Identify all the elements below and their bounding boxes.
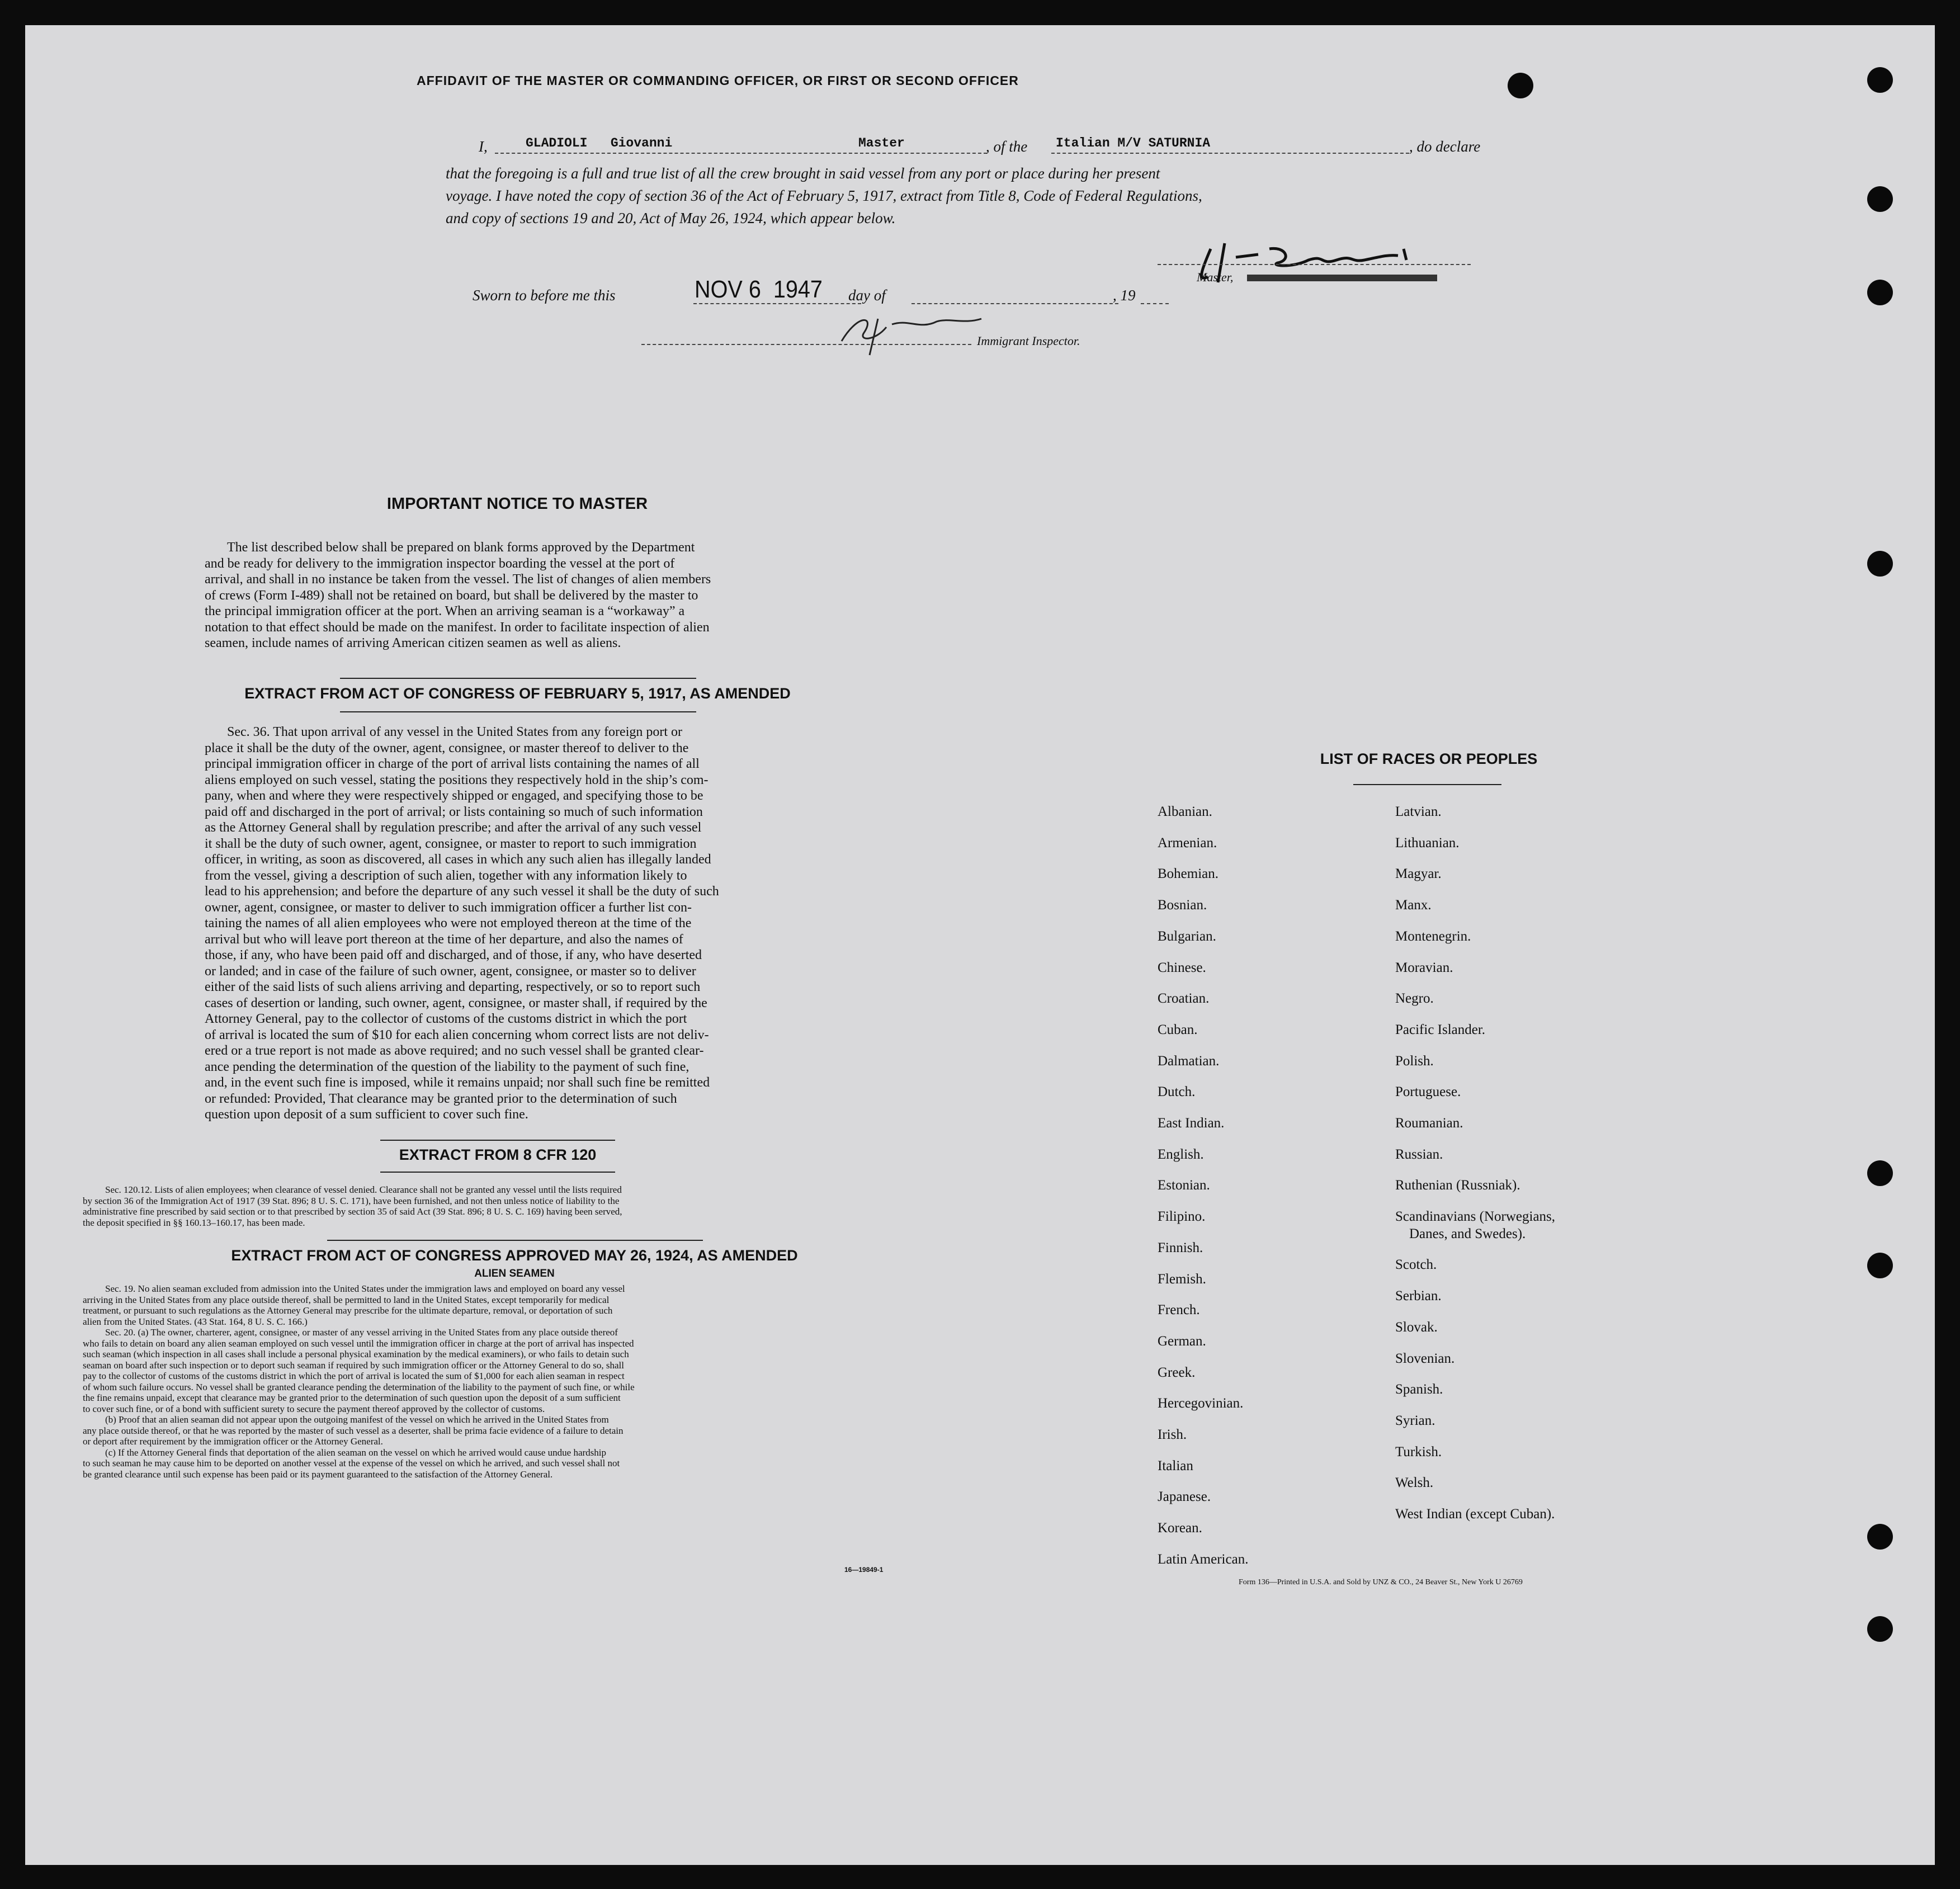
master-signature-line <box>1158 264 1471 265</box>
form-code: 16—19849-1 <box>844 1566 884 1574</box>
text-line: arrival but who will leave port thereon at the time of her departure, and also the names of <box>205 932 683 947</box>
extract-1924-body <box>83 1283 922 1480</box>
text-line: or refunded: Provided, That clearance may be granted prior to the determination of such <box>205 1091 677 1106</box>
master-name-field: GLADIOLI Giovanni <box>526 136 673 150</box>
race-item: German. <box>1158 1333 1206 1349</box>
text-line: owner, agent, consignee, or master to deliver to such immigration officer a further list con- <box>205 900 692 915</box>
race-item: Scandinavians (Norwegians, <box>1395 1209 1556 1225</box>
struck-through-text <box>1247 275 1437 281</box>
binder-hole <box>1867 1160 1893 1186</box>
text-line: administrative fine prescribed by said section or to that prescribed by section 35 of said Act (39 Stat. 896; 8 U. S. C. 169) having been served, <box>83 1206 622 1217</box>
race-item: Estonian. <box>1158 1178 1210 1193</box>
text-line: alien from the United States. (43 Stat. 164, 8 U. S. C. 166.) <box>83 1316 308 1327</box>
text-line: The list described below shall be prepared on blank forms approved by the Department <box>227 540 695 555</box>
affidavit-line-4: and copy of sections 19 and 20, Act of May 26, 1924, which appear below. <box>446 210 896 226</box>
date-stamp: NOV 6 1947 <box>695 276 823 303</box>
divider <box>380 1172 615 1173</box>
rank-field: Master <box>858 136 905 150</box>
text-line: treatment, or pursuant to such regulations as the Attorney General may prescribe for the ultimate departure, removal, or deportation of such <box>83 1305 613 1316</box>
text-line: aliens employed on such vessel, stating the positions they respectively hold in the ship’s com- <box>205 772 709 787</box>
text-line: seamen, include names of arriving American citizen seamen as well as aliens. <box>205 636 621 650</box>
race-item: Flemish. <box>1158 1271 1206 1287</box>
text-line: lead to his apprehension; and before the departure of any such vessel it shall be the duty of such <box>205 884 719 899</box>
text-line: principal immigration officer in charge of the port of arrival lists containing the names of all <box>205 757 700 771</box>
divider <box>340 678 696 679</box>
extract-cfr-body <box>83 1184 922 1228</box>
affidavit-line-2: that the foregoing is a full and true list of all the crew brought in said vessel from any port or place during her present <box>446 165 1160 182</box>
text-line: the principal immigration officer at the port. When an arriving seaman is a “workaway” a <box>205 604 685 618</box>
binder-hole <box>1867 67 1893 93</box>
text-line: arrival, and shall in no instance be taken from the vessel. The list of changes of alien members <box>205 572 711 587</box>
binder-hole <box>1867 1524 1893 1550</box>
race-item: Slovak. <box>1395 1319 1438 1335</box>
race-item: Manx. <box>1395 898 1432 913</box>
text-line: Sec. 20. (a) The owner, charterer, agent, consignee, or master of any vessel arriving in the United States from any place outside thereof <box>105 1327 618 1338</box>
extract-1924-title: EXTRACT FROM ACT OF CONGRESS APPROVED MAY 26, 1924, AS AMENDED <box>231 1247 798 1264</box>
text-line: those, if any, who have been paid off and discharged, and of those, if any, who have deserted <box>205 948 702 962</box>
notice-title: IMPORTANT NOTICE TO MASTER <box>386 495 648 513</box>
binder-hole <box>1867 1253 1893 1278</box>
do-declare-label: , do declare <box>1409 138 1481 155</box>
binder-hole <box>1867 186 1893 212</box>
race-item: Bulgarian. <box>1158 928 1216 944</box>
text-line: ered or a true report is not made as above required; and no such vessel shall be granted clear- <box>205 1043 704 1058</box>
race-item: French. <box>1158 1302 1200 1318</box>
text-line: officer, in writing, as soon as discovered, all cases in which any such alien has illegally landed <box>205 852 711 867</box>
text-line: (c) If the Attorney General finds that deportation of the alien seaman on the vessel on which he arrived would cause undue hardship <box>105 1447 606 1458</box>
race-item: Cuban. <box>1158 1022 1198 1037</box>
text-line: taining the names of all alien employees who were not employed thereon at the time of the <box>205 916 692 931</box>
race-item: Greek. <box>1158 1364 1196 1380</box>
races-title: LIST OF RACES OR PEOPLES <box>1320 750 1538 767</box>
year-line <box>1141 303 1169 304</box>
race-item: Ruthenian (Russniak). <box>1395 1178 1520 1193</box>
text-line: such seaman (which inspection in all cases shall include a personal physical examination by the medical examiners), or who fails to detain such <box>83 1349 629 1359</box>
sworn-label: Sworn to before me this <box>473 287 616 304</box>
race-item: Roumanian. <box>1395 1116 1463 1131</box>
text-line: of whom such failure occurs. No vessel shall be granted clearance pending the determination of the liability to the payment of such fine, or while <box>83 1381 635 1392</box>
race-item: Lithuanian. <box>1395 835 1460 851</box>
text-line: from the vessel, giving a description of such alien, together with any information likely to <box>205 868 687 883</box>
race-item: Syrian. <box>1395 1413 1435 1428</box>
vessel-line <box>1051 153 1409 154</box>
master-caption: Master, <box>1197 270 1234 284</box>
text-line: or landed; and in case of the failure of such owner, agent, consignee, or master so to deliver <box>205 964 696 979</box>
text-line: ance pending the determination of the question of the liability to the payment of such fine, <box>205 1059 689 1074</box>
race-item: Danes, and Swedes). <box>1409 1226 1526 1241</box>
race-item: Pacific Islander. <box>1395 1022 1486 1037</box>
text-line: question upon deposit of a sum sufficient to cover such fine. <box>205 1107 528 1122</box>
race-item: Croatian. <box>1158 991 1210 1007</box>
race-item: Filipino. <box>1158 1209 1206 1225</box>
race-item: Polish. <box>1395 1053 1434 1069</box>
text-line: cases of desertion or landing, such owner, agent, consignee, or master shall, if required by the <box>205 995 707 1010</box>
race-item: Bosnian. <box>1158 898 1207 913</box>
text-line: place it shall be the duty of the owner, agent, consignee, or master thereof to deliver to the <box>205 740 689 755</box>
race-item: Finnish. <box>1158 1240 1203 1255</box>
binder-hole <box>1867 280 1893 305</box>
text-line: Sec. 19. No alien seaman excluded from admission into the United States under the immigration laws and employed on board any vessel <box>105 1283 625 1294</box>
race-item: Negro. <box>1395 991 1434 1007</box>
race-item: Welsh. <box>1395 1475 1434 1491</box>
text-line: as the Attorney General shall by regulation prescribe; and after the arrival of any such vessel <box>205 820 702 835</box>
notice-body <box>205 540 837 651</box>
text-line: the deposit specified in §§ 160.13–160.17, has been made. <box>83 1217 305 1228</box>
race-item: Magyar. <box>1395 866 1442 882</box>
text-line: and, in the event such fine is imposed, while it remains unpaid; nor shall such fine be remitted <box>205 1075 710 1090</box>
race-item: Latvian. <box>1395 804 1442 819</box>
race-item: Spanish. <box>1395 1382 1443 1397</box>
extract-cfr-title: EXTRACT FROM 8 CFR 120 <box>399 1146 597 1163</box>
race-item: Moravian. <box>1395 960 1453 975</box>
divider <box>380 1140 615 1141</box>
inspector-signature <box>825 302 993 363</box>
name-line <box>495 153 987 154</box>
text-line: Sec. 120.12. Lists of alien employees; when clearance of vessel denied. Clearance shall not be granted any vessel until the lists required <box>105 1184 622 1195</box>
text-line: to such seaman he may cause him to be deported on another vessel at the expense of the vessel on which he arrived, and such vessel shall not <box>83 1458 620 1468</box>
divider <box>1353 784 1501 785</box>
race-item: West Indian (except Cuban). <box>1395 1507 1555 1522</box>
text-line: to cover such fine, or of a bond with sufficient surety to secure the payment thereof approved by the collector of customs. <box>83 1403 545 1414</box>
extract-1917-title: EXTRACT FROM ACT OF CONGRESS OF FEBRUARY 5, 1917, AS AMENDED <box>244 685 791 702</box>
race-item: Bohemian. <box>1158 866 1219 882</box>
text-line: pay to the collector of customs of the customs district in which the port of arrival is located the sum of $1,000 for each alien seaman in respect <box>83 1371 625 1381</box>
binder-hole <box>1867 1616 1893 1642</box>
text-line: arriving in the United States from any place outside thereof, shall be permitted to land in the United States, except temporarily for medical <box>83 1294 610 1305</box>
text-line: it shall be the duty of such owner, agent, consignee, or master to report to such immigration <box>205 836 697 851</box>
race-item: Japanese. <box>1158 1489 1211 1505</box>
text-line: seaman on board after such inspection or to deport such seaman if required by such immigration officer or the Attorney General to do so, shall <box>83 1359 624 1371</box>
text-line: either of the said lists of such aliens arriving and departing, respectively, or so to report such <box>205 980 701 994</box>
race-item: East Indian. <box>1158 1116 1225 1131</box>
race-item: Montenegrin. <box>1395 928 1471 944</box>
text-line: who fails to detain on board any alien seaman employed on such vessel until the immigration officer in charge at the port of arrival has inspected <box>83 1338 634 1349</box>
extract-1917-body <box>205 724 837 1123</box>
inspector-caption: Immigrant Inspector. <box>977 334 1080 348</box>
alien-seamen-subtitle: ALIEN SEAMEN <box>474 1268 555 1279</box>
race-item: Hercegovinian. <box>1158 1396 1244 1411</box>
text-line: pany, when and where they were respectively shipped or engaged, and specifying those to be <box>205 788 703 803</box>
inspector-line <box>641 344 971 345</box>
race-item: Serbian. <box>1395 1288 1442 1304</box>
affidavit-title: AFFIDAVIT OF THE MASTER OR COMMANDING OFFICER, OR FIRST OR SECOND OFFICER <box>417 73 1019 88</box>
affidavit-line-3: voyage. I have noted the copy of section 36 of the Act of February 5, 1917, extract from Title 8, Code of Federal Regulations, <box>446 187 1202 204</box>
year-label: , 19 <box>1113 287 1136 304</box>
vessel-field: Italian M/V SATURNIA <box>1056 136 1211 150</box>
text-line: (b) Proof that an alien seaman did not appear upon the outgoing manifest of the vessel on which he arrived in the United States from <box>105 1414 609 1425</box>
race-item: Chinese. <box>1158 960 1206 975</box>
text-line: any place outside thereof, or that he was reported by the master of such vessel as a deserter, shall be prima facie evidence of a failure to detain <box>83 1425 624 1436</box>
text-line: and be ready for delivery to the immigration inspector boarding the vessel at the port of <box>205 556 675 571</box>
race-item: Slovenian. <box>1395 1350 1455 1366</box>
of-the-label: , of the <box>986 138 1028 155</box>
text-line: be granted clearance until such expense has been paid or its payment guaranteed to the satisfaction of the Attorney General. <box>83 1468 553 1480</box>
text-line: of crews (Form I-489) shall not be retained on board, but shall be delivered by the master to <box>205 588 698 603</box>
binder-hole <box>1508 73 1533 98</box>
race-item: Italian <box>1158 1458 1193 1474</box>
form-printer-note: Form 136—Printed in U.S.A. and Sold by UNZ & CO., 24 Beaver St., New York U 26769 <box>1239 1578 1523 1586</box>
race-item: Turkish. <box>1395 1444 1442 1460</box>
text-line: paid off and discharged in the port of arrival; or lists containing so much of such information <box>205 804 703 819</box>
binder-hole <box>1867 551 1893 577</box>
text-line: notation to that effect should be made on the manifest. In order to facilitate inspection of alien <box>205 620 710 635</box>
race-item: Russian. <box>1395 1146 1443 1162</box>
race-item: Scotch. <box>1395 1257 1437 1273</box>
text-line: the fine remains unpaid, except that clearance may be granted prior to the determination of such question upon the deposit of a sum sufficient <box>83 1392 621 1403</box>
text-line: by section 36 of the Immigration Act of 1917 (39 Stat. 896; 8 U. S. C. 171), have been furnished, and not then unless notice of liability to the <box>83 1195 620 1206</box>
race-item: Irish. <box>1158 1427 1187 1442</box>
race-item: Korean. <box>1158 1520 1202 1536</box>
text-line: or deport after requirement by the immigration officer or the Attorney General. <box>83 1436 383 1447</box>
document-page <box>25 25 1935 1865</box>
day-of-label: day of <box>848 287 886 304</box>
race-item: Latin American. <box>1158 1551 1249 1567</box>
text-line: of arrival is located the sum of $10 for each alien concerning whom correct lists are not deliv- <box>205 1027 709 1042</box>
race-item: English. <box>1158 1146 1204 1162</box>
text-line: Sec. 36. That upon arrival of any vessel in the United States from any foreign port or <box>227 725 683 739</box>
race-item: Portuguese. <box>1395 1084 1461 1100</box>
race-item: Albanian. <box>1158 804 1212 819</box>
i-label: I, <box>479 138 488 155</box>
race-item: Dutch. <box>1158 1084 1196 1100</box>
text-line: Attorney General, pay to the collector of customs of the customs district in which the port <box>205 1012 687 1026</box>
divider <box>327 1240 703 1241</box>
divider <box>340 711 696 712</box>
race-item: Dalmatian. <box>1158 1053 1220 1069</box>
master-signature <box>1158 238 1482 294</box>
race-item: Armenian. <box>1158 835 1217 851</box>
